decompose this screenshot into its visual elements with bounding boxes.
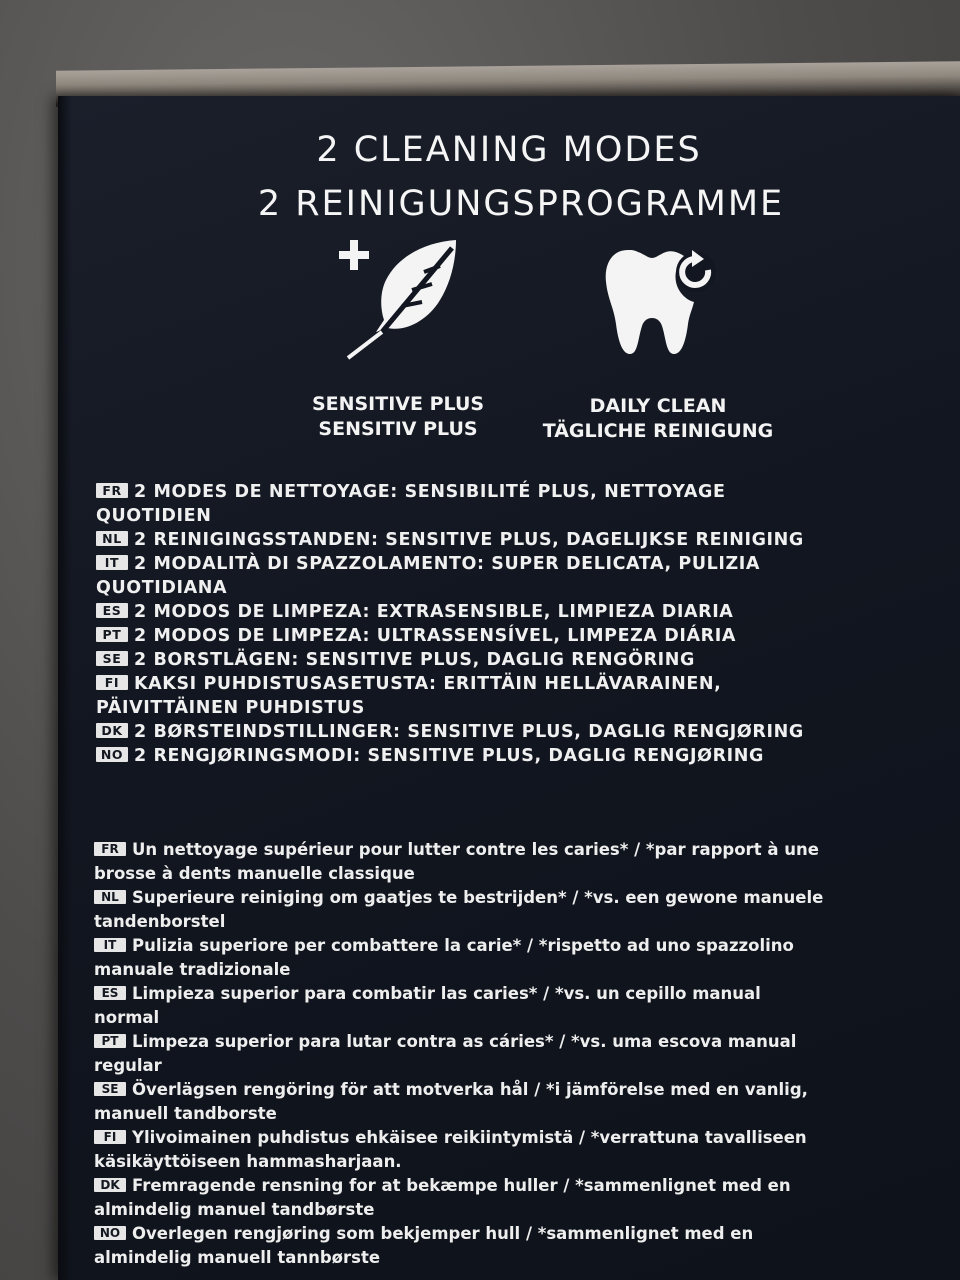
list-item [94, 934, 894, 958]
list-item-continuation: PÄIVITTÄINEN PUHDISTUS [96, 698, 365, 718]
language-code-badge: NL [96, 531, 128, 546]
mode-sensitive-plus [288, 392, 508, 442]
claims-list [94, 838, 894, 1270]
list-item [94, 886, 894, 910]
language-code-badge: NO [96, 747, 128, 762]
language-code-badge: SE [96, 651, 128, 666]
claim-text: Superieure reiniging om gaatjes te bestrijden* / *vs. een gewone manuele [132, 888, 824, 907]
list-item [94, 1174, 894, 1198]
list-item [96, 528, 896, 552]
language-code-badge: ES [94, 986, 126, 1000]
claim-text: Limpeza superior para lutar contra as cáries* / *vs. uma escova manual [132, 1032, 797, 1051]
claim-text: Overlegen rengjøring som bekjemper hull / *sammenlignet med en [132, 1224, 754, 1243]
mode-label-de: SENSITIV PLUS [318, 418, 478, 440]
mode-translations-list [96, 480, 896, 768]
translation-text: KAKSI PUHDISTUSASETUSTA: ERITTÄIN HELLÄVARAINEN, [134, 674, 722, 694]
list-item-continuation: manuale tradizionale [94, 960, 291, 979]
list-item [96, 648, 896, 672]
language-code-badge: FI [96, 675, 128, 690]
translation-text: 2 MODALITÀ DI SPAZZOLAMENTO: SUPER DELICATA, PULIZIA [134, 554, 761, 574]
language-code-badge: ES [96, 603, 128, 618]
language-code-badge: IT [96, 555, 128, 570]
list-item-continuation: regular [94, 1056, 162, 1075]
list-item [94, 1078, 894, 1102]
list-item [94, 1222, 894, 1246]
language-code-badge: FR [94, 842, 126, 856]
claim-text: Ylivoimainen puhdistus ehkäisee reikiintymistä / *verrattuna tavalliseen [132, 1128, 807, 1147]
translation-text: 2 REINIGINGSSTANDEN: SENSITIVE PLUS, DAGELIJKSE REINIGING [134, 530, 804, 550]
list-item [96, 480, 896, 504]
language-code-badge: DK [94, 1178, 126, 1192]
language-code-badge: FI [94, 1130, 126, 1144]
translation-text: 2 MODOS DE LIMPEZA: ULTRASSENSÍVEL, LIMPEZA DIÁRIA [134, 626, 736, 646]
claim-text: Limpieza superior para combatir las caries* / *vs. un cepillo manual [132, 984, 761, 1003]
list-item-continuation: normal [94, 1008, 160, 1027]
list-item [96, 552, 896, 576]
language-code-badge: NL [94, 890, 126, 904]
translation-text: 2 MODES DE NETTOYAGE: SENSIBILITÉ PLUS, NETTOYAGE [134, 482, 726, 502]
heading-line-2: 2 REINIGUNGSPROGRAMME [257, 184, 785, 224]
claim-text: Överlägsen rengöring för att motverka hål / *i jämförelse med en vanlig, [132, 1080, 808, 1099]
list-item-continuation: käsikäyttöiseen hammasharjaan. [94, 1152, 402, 1171]
list-item [96, 744, 896, 768]
language-code-badge: NO [94, 1226, 126, 1240]
mode-label-en: SENSITIVE PLUS [311, 393, 485, 415]
list-item-continuation: almindelig manuell tannbørste [94, 1248, 381, 1267]
list-item-continuation: manuell tandborste [94, 1104, 277, 1123]
translation-text: 2 MODOS DE LIMPEZA: EXTRASENSIBLE, LIMPIEZA DIARIA [134, 602, 734, 622]
list-item-continuation: tandenborstel [94, 912, 226, 931]
language-code-badge: SE [94, 1082, 126, 1096]
language-code-badge: DK [96, 723, 128, 738]
list-item [96, 720, 896, 744]
list-item [96, 672, 896, 696]
heading-line-1: 2 CLEANING MODES [316, 130, 702, 170]
translation-text: 2 RENGJØRINGSMODI: SENSITIVE PLUS, DAGLIG RENGJØRING [134, 746, 764, 766]
language-code-badge: PT [96, 627, 128, 642]
list-item [94, 1030, 894, 1054]
plus-feather-icon [336, 228, 466, 368]
list-item [94, 1126, 894, 1150]
list-item [96, 624, 896, 648]
list-item-continuation: QUOTIDIANA [96, 578, 228, 598]
language-code-badge: PT [94, 1034, 126, 1048]
mode-label-de: TÄGLICHE REINIGUNG [542, 420, 774, 442]
claim-text: Un nettoyage supérieur pour lutter contre les caries* / *par rapport à une [132, 840, 819, 859]
language-code-badge: FR [96, 483, 128, 498]
translation-text: 2 BØRSTEINDSTILLINGER: SENSITIVE PLUS, DAGLIG RENGJØRING [134, 722, 804, 742]
list-item-continuation: brosse à dents manuelle classique [94, 864, 415, 883]
mode-daily-clean [538, 394, 778, 444]
tooth-refresh-icon [598, 242, 720, 358]
list-item-continuation: QUOTIDIEN [96, 506, 212, 526]
translation-text: 2 BORSTLÄGEN: SENSITIVE PLUS, DAGLIG RENGÖRING [134, 650, 695, 670]
list-item [94, 982, 894, 1006]
language-code-badge: IT [94, 938, 126, 952]
list-item [94, 838, 894, 862]
mode-label-en: DAILY CLEAN [589, 395, 727, 417]
list-item [96, 600, 896, 624]
claim-text: Fremragende rensning for at bekæmpe huller / *sammenlignet med en [132, 1176, 791, 1195]
list-item-continuation: almindelig manuel tandbørste [94, 1200, 375, 1219]
claim-text: Pulizia superiore per combattere la carie* / *rispetto ad uno spazzolino [132, 936, 794, 955]
product-box-panel [58, 96, 960, 1280]
